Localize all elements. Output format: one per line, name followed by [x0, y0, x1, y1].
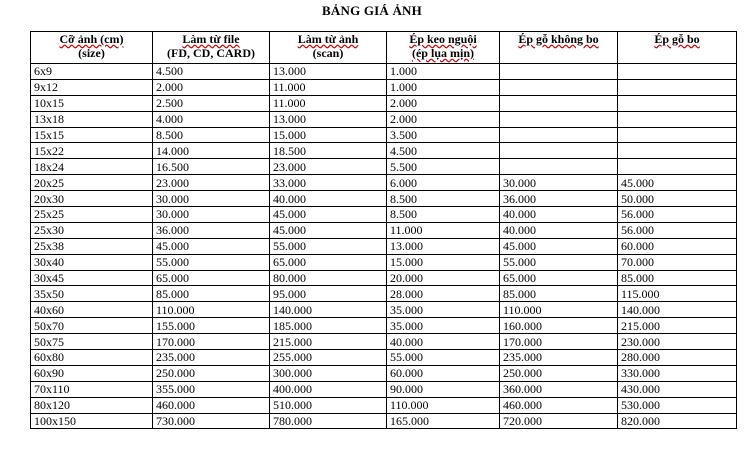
wood-border-cell — [618, 95, 737, 111]
document-title: BẢNG GIÁ ẢNH — [322, 3, 422, 18]
from-photo-cell: 140.000 — [270, 302, 387, 318]
from-photo-cell: 11.000 — [270, 95, 387, 111]
table-row — [31, 286, 737, 302]
from-photo-cell: 15.000 — [270, 127, 387, 143]
from-photo-cell: 510.000 — [270, 397, 387, 413]
wood-border-cell — [618, 111, 737, 127]
wood-border-cell — [618, 159, 737, 175]
wood-no-border-cell: 170.000 — [500, 334, 618, 350]
wood-border-cell: 56.000 — [618, 207, 737, 223]
cold-laminate-cell: 60.000 — [387, 365, 500, 381]
table-row — [31, 175, 737, 191]
table-row — [31, 302, 737, 318]
wood-no-border-cell: 45.000 — [500, 238, 618, 254]
header-wood-border — [618, 32, 737, 64]
from-file-cell: 16.500 — [153, 159, 270, 175]
wood-no-border-cell — [500, 143, 618, 159]
wood-border-cell: 85.000 — [618, 270, 737, 286]
size-cell: 40x60 — [31, 302, 153, 318]
size-cell: 20x25 — [31, 175, 153, 191]
from-photo-cell: 80.000 — [270, 270, 387, 286]
wood-border-cell: 230.000 — [618, 334, 737, 350]
from-photo-cell: 255.000 — [270, 350, 387, 366]
wood-no-border-cell: 40.000 — [500, 222, 618, 238]
from-photo-cell: 33.000 — [270, 175, 387, 191]
size-cell: 25x38 — [31, 238, 153, 254]
wood-no-border-cell — [500, 111, 618, 127]
from-file-cell: 4.500 — [153, 64, 270, 80]
table-row — [31, 381, 737, 397]
from-file-cell: 65.000 — [153, 270, 270, 286]
size-cell: 6x9 — [31, 64, 153, 80]
cold-laminate-cell: 55.000 — [387, 350, 500, 366]
header-cold-laminate — [387, 32, 500, 64]
header-sublabel: (FD, CD, CARD) — [167, 46, 255, 60]
size-cell: 60x80 — [31, 350, 153, 366]
table-row — [31, 318, 737, 334]
wood-border-cell: 820.000 — [618, 413, 737, 429]
cold-laminate-cell: 2.000 — [387, 95, 500, 111]
cold-laminate-cell: 110.000 — [387, 397, 500, 413]
header-label: Ép gỗ bo — [654, 32, 700, 46]
from-photo-cell: 11.000 — [270, 79, 387, 95]
from-file-cell: 110.000 — [153, 302, 270, 318]
table-row — [31, 159, 737, 175]
cold-laminate-cell: 4.500 — [387, 143, 500, 159]
from-file-cell: 30.000 — [153, 207, 270, 223]
table-row — [31, 365, 737, 381]
from-file-cell: 2.500 — [153, 95, 270, 111]
table-row — [31, 64, 737, 80]
from-photo-cell: 45.000 — [270, 207, 387, 223]
wood-border-cell: 430.000 — [618, 381, 737, 397]
cold-laminate-cell: 13.000 — [387, 238, 500, 254]
from-file-cell: 45.000 — [153, 238, 270, 254]
size-cell: 13x18 — [31, 111, 153, 127]
size-cell: 25x30 — [31, 222, 153, 238]
size-cell: 35x50 — [31, 286, 153, 302]
cold-laminate-cell: 6.000 — [387, 175, 500, 191]
from-photo-cell: 780.000 — [270, 413, 387, 429]
cold-laminate-cell: 165.000 — [387, 413, 500, 429]
from-file-cell: 170.000 — [153, 334, 270, 350]
header-label: Cỡ ảnh (cm) — [59, 32, 124, 46]
wood-no-border-cell: 160.000 — [500, 318, 618, 334]
from-file-cell: 730.000 — [153, 413, 270, 429]
cold-laminate-cell: 2.000 — [387, 111, 500, 127]
wood-no-border-cell — [500, 95, 618, 111]
header-sublabel: (scan) — [312, 46, 344, 60]
from-photo-cell: 400.000 — [270, 381, 387, 397]
from-photo-cell: 18.500 — [270, 143, 387, 159]
wood-no-border-cell: 460.000 — [500, 397, 618, 413]
wood-no-border-cell — [500, 127, 618, 143]
header-row — [31, 32, 737, 64]
header-sublabel: (ép lụa mịn) — [411, 46, 474, 60]
wood-border-cell — [618, 79, 737, 95]
from-photo-cell: 40.000 — [270, 191, 387, 207]
from-file-cell: 460.000 — [153, 397, 270, 413]
header-label: Ép keo nguội — [409, 32, 477, 46]
wood-no-border-cell: 235.000 — [500, 350, 618, 366]
from-photo-cell: 55.000 — [270, 238, 387, 254]
from-photo-cell: 185.000 — [270, 318, 387, 334]
size-cell: 50x75 — [31, 334, 153, 350]
from-photo-cell: 95.000 — [270, 286, 387, 302]
wood-border-cell: 330.000 — [618, 365, 737, 381]
cold-laminate-cell: 5.500 — [387, 159, 500, 175]
size-cell: 70x110 — [31, 381, 153, 397]
header-from-photo — [270, 32, 387, 64]
wood-no-border-cell — [500, 64, 618, 80]
wood-no-border-cell: 110.000 — [500, 302, 618, 318]
size-cell: 9x12 — [31, 79, 153, 95]
wood-no-border-cell: 720.000 — [500, 413, 618, 429]
from-photo-cell: 45.000 — [270, 222, 387, 238]
cold-laminate-cell: 1.000 — [387, 79, 500, 95]
table-row — [31, 270, 737, 286]
table-row — [31, 350, 737, 366]
price-table-body — [31, 64, 737, 429]
size-cell: 100x150 — [31, 413, 153, 429]
size-cell: 60x90 — [31, 365, 153, 381]
wood-no-border-cell: 36.000 — [500, 191, 618, 207]
wood-no-border-cell: 55.000 — [500, 254, 618, 270]
from-file-cell: 250.000 — [153, 365, 270, 381]
size-cell: 18x24 — [31, 159, 153, 175]
size-cell: 30x40 — [31, 254, 153, 270]
wood-border-cell: 56.000 — [618, 222, 737, 238]
from-photo-cell: 23.000 — [270, 159, 387, 175]
cold-laminate-cell: 20.000 — [387, 270, 500, 286]
from-photo-cell: 13.000 — [270, 64, 387, 80]
wood-border-cell — [618, 143, 737, 159]
wood-no-border-cell: 65.000 — [500, 270, 618, 286]
wood-border-cell: 530.000 — [618, 397, 737, 413]
wood-border-cell: 70.000 — [618, 254, 737, 270]
wood-no-border-cell: 360.000 — [500, 381, 618, 397]
cold-laminate-cell: 35.000 — [387, 318, 500, 334]
from-photo-cell: 13.000 — [270, 111, 387, 127]
table-row — [31, 191, 737, 207]
from-file-cell: 85.000 — [153, 286, 270, 302]
wood-border-cell: 215.000 — [618, 318, 737, 334]
table-row — [31, 334, 737, 350]
table-row — [31, 127, 737, 143]
table-row — [31, 222, 737, 238]
from-file-cell: 30.000 — [153, 191, 270, 207]
table-row — [31, 207, 737, 223]
size-cell: 10x15 — [31, 95, 153, 111]
table-row — [31, 79, 737, 95]
from-file-cell: 2.000 — [153, 79, 270, 95]
from-file-cell: 36.000 — [153, 222, 270, 238]
header-from-file — [153, 32, 270, 64]
size-cell: 15x22 — [31, 143, 153, 159]
size-cell: 80x120 — [31, 397, 153, 413]
wood-no-border-cell: 85.000 — [500, 286, 618, 302]
wood-border-cell: 140.000 — [618, 302, 737, 318]
from-file-cell: 4.000 — [153, 111, 270, 127]
from-file-cell: 355.000 — [153, 381, 270, 397]
wood-border-cell: 60.000 — [618, 238, 737, 254]
from-file-cell: 155.000 — [153, 318, 270, 334]
from-file-cell: 55.000 — [153, 254, 270, 270]
table-row — [31, 111, 737, 127]
table-row — [31, 397, 737, 413]
size-cell: 25x25 — [31, 207, 153, 223]
wood-border-cell: 115.000 — [618, 286, 737, 302]
wood-no-border-cell: 40.000 — [500, 207, 618, 223]
cold-laminate-cell: 28.000 — [387, 286, 500, 302]
from-file-cell: 23.000 — [153, 175, 270, 191]
header-label: Ép gỗ không bo — [518, 32, 599, 46]
cold-laminate-cell: 40.000 — [387, 334, 500, 350]
cold-laminate-cell: 3.500 — [387, 127, 500, 143]
from-file-cell: 8.500 — [153, 127, 270, 143]
wood-border-cell — [618, 64, 737, 80]
from-photo-cell: 65.000 — [270, 254, 387, 270]
size-cell: 30x45 — [31, 270, 153, 286]
table-row — [31, 254, 737, 270]
cold-laminate-cell: 35.000 — [387, 302, 500, 318]
wood-border-cell — [618, 127, 737, 143]
cold-laminate-cell: 11.000 — [387, 222, 500, 238]
cold-laminate-cell: 90.000 — [387, 381, 500, 397]
size-cell: 50x70 — [31, 318, 153, 334]
table-row — [31, 413, 737, 429]
header-wood-no-border — [500, 32, 618, 64]
header-sublabel: (size) — [78, 46, 105, 60]
cold-laminate-cell: 8.500 — [387, 191, 500, 207]
table-row — [31, 95, 737, 111]
wood-border-cell: 50.000 — [618, 191, 737, 207]
wood-no-border-cell: 250.000 — [500, 365, 618, 381]
wood-no-border-cell — [500, 159, 618, 175]
wood-no-border-cell — [500, 79, 618, 95]
from-photo-cell: 215.000 — [270, 334, 387, 350]
wood-no-border-cell: 30.000 — [500, 175, 618, 191]
from-file-cell: 14.000 — [153, 143, 270, 159]
size-cell: 15x15 — [31, 127, 153, 143]
cold-laminate-cell: 8.500 — [387, 207, 500, 223]
header-label: Làm từ file — [182, 32, 240, 46]
wood-border-cell: 45.000 — [618, 175, 737, 191]
price-table — [30, 31, 737, 429]
wood-border-cell: 280.000 — [618, 350, 737, 366]
table-row — [31, 143, 737, 159]
cold-laminate-cell: 15.000 — [387, 254, 500, 270]
cold-laminate-cell: 1.000 — [387, 64, 500, 80]
header-label: Làm từ ảnh — [297, 32, 359, 46]
from-photo-cell: 300.000 — [270, 365, 387, 381]
table-row — [31, 238, 737, 254]
header-size — [31, 32, 153, 64]
size-cell: 20x30 — [31, 191, 153, 207]
from-file-cell: 235.000 — [153, 350, 270, 366]
